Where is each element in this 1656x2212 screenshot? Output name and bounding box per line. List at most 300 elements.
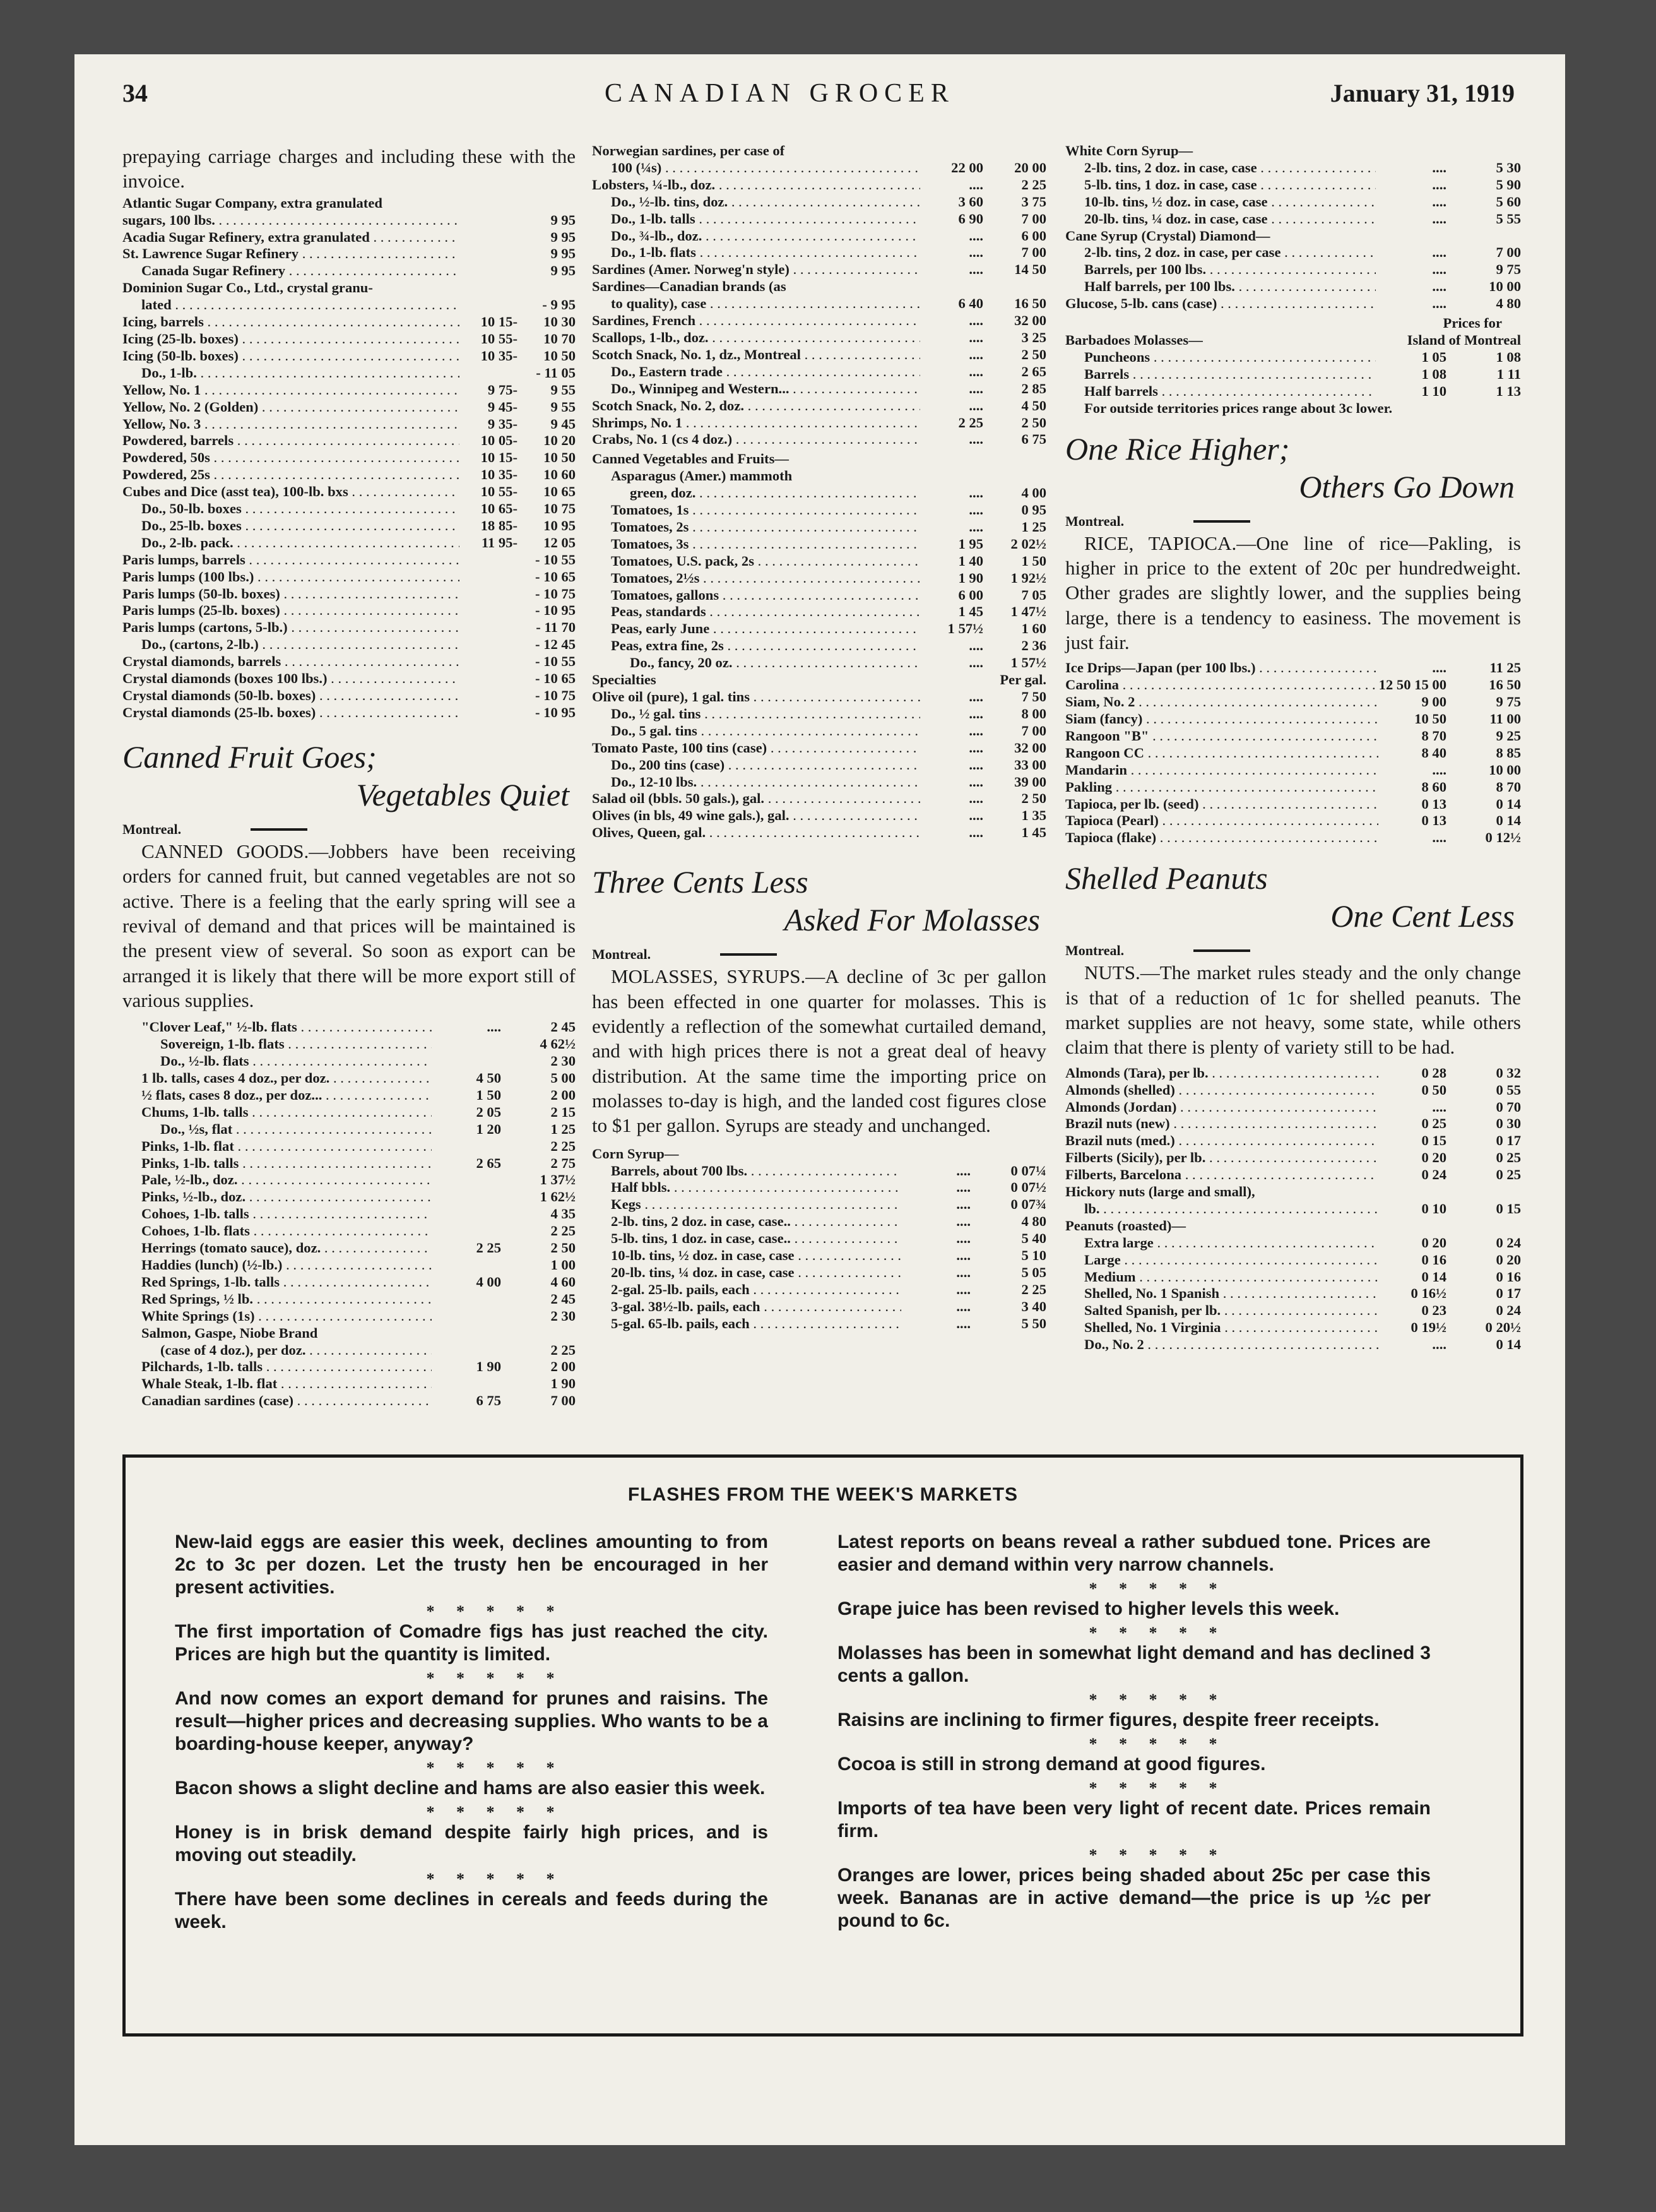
price-row bbox=[611, 1264, 1046, 1281]
item-name: Crabs, No. 1 (cs 4 doz.) . . . bbox=[592, 431, 920, 448]
item-name: Scallops, 1-lb., doz. . . . bbox=[592, 330, 920, 347]
price-row bbox=[1065, 728, 1521, 745]
price-high: 11 00 bbox=[1489, 711, 1521, 727]
price-high: 7 00 bbox=[1021, 722, 1046, 739]
price-high: 4 60 bbox=[550, 1273, 576, 1290]
price-low: 2 05 bbox=[476, 1103, 501, 1120]
price-high: 1 50 bbox=[1021, 552, 1046, 569]
canned-price-list bbox=[122, 1019, 576, 1410]
price-row bbox=[592, 824, 1046, 841]
price-row bbox=[141, 1359, 576, 1376]
item-name: Haddies (lunch) (½-lb.) . . . bbox=[141, 1257, 432, 1274]
item-name: 5-gal. 65-lb. pails, each . . . bbox=[611, 1316, 901, 1333]
item-name: 10-lb. tins, ½ doz. in case, case . . . bbox=[611, 1247, 901, 1264]
price-high: 0 25 bbox=[1496, 1167, 1521, 1183]
price-row bbox=[592, 244, 1046, 261]
price-low bbox=[459, 636, 518, 653]
price-low: 10 55- bbox=[480, 484, 518, 500]
price-high: 0 07¾ bbox=[1010, 1196, 1046, 1213]
price-row bbox=[1065, 1065, 1521, 1082]
price-low: 12 50 15 00 bbox=[1378, 677, 1446, 693]
item-name: Pilchards, 1-lb. talls . . . bbox=[141, 1359, 432, 1376]
price-low bbox=[1378, 1184, 1446, 1201]
dateline-city: Montreal. bbox=[122, 821, 182, 837]
price-high: 5 00 bbox=[550, 1070, 576, 1086]
item-name: Filberts, Barcelona . . . bbox=[1065, 1167, 1378, 1184]
price-low: 1 20 bbox=[476, 1121, 501, 1137]
price-low: 0 24 bbox=[1421, 1167, 1446, 1183]
price-high: 11 25 bbox=[1489, 660, 1521, 676]
price-row bbox=[1065, 1115, 1521, 1133]
price-high: 2 75 bbox=[550, 1155, 576, 1171]
item-name: Brazil nuts (new) . . . bbox=[1065, 1115, 1378, 1133]
item-name: Peanuts (roasted)— bbox=[1065, 1217, 1186, 1234]
dateline-rule bbox=[1193, 949, 1250, 952]
price-low bbox=[432, 1223, 501, 1240]
item-name: Large . . . bbox=[1084, 1252, 1378, 1269]
item-name: Do., ¾-lb., doz. . . . bbox=[611, 228, 920, 245]
item-name: Tapioca (flake) . . . bbox=[1065, 830, 1378, 847]
price-high: 8 70 bbox=[1496, 778, 1521, 795]
specialties-label: Specialties bbox=[592, 672, 656, 688]
item-name: Sardines—Canadian brands (as bbox=[592, 278, 786, 295]
item-name: Peas, standards . . . bbox=[611, 604, 920, 621]
flash-item: Honey is in brisk demand despite fairly high prices, and is moving out steadily. bbox=[175, 1822, 768, 1865]
item-name: Whale Steak, 1-lb. flat . . . bbox=[141, 1376, 432, 1393]
price-row bbox=[1065, 1252, 1521, 1269]
flash-item: Imports of tea have been very light of recent date. Prices remain firm. bbox=[837, 1798, 1431, 1841]
item-name: lb. . . . bbox=[1084, 1201, 1378, 1218]
price-row bbox=[611, 1163, 1046, 1180]
price-row bbox=[611, 536, 1046, 553]
price-low: .... bbox=[969, 380, 983, 396]
star-separator: * * * * * bbox=[1089, 1624, 1217, 1642]
price-row bbox=[592, 757, 1046, 774]
price-low: 10 35- bbox=[480, 467, 518, 483]
price-row bbox=[122, 687, 576, 705]
price-row bbox=[592, 177, 1046, 194]
price-row bbox=[141, 1189, 576, 1206]
price-low: 1 95 bbox=[958, 535, 983, 552]
flash-item: Oranges are lower, prices being shaded about 25c per case this week. Bananas are in active demand—the price is up ½c per pound to 6c. bbox=[837, 1865, 1431, 1931]
price-row bbox=[1065, 1285, 1521, 1302]
price-high: 9 95 bbox=[550, 229, 576, 245]
price-low bbox=[459, 195, 518, 212]
price-row bbox=[122, 348, 576, 365]
price-high: 2 50 bbox=[1021, 346, 1046, 362]
price-low: .... bbox=[956, 1230, 971, 1247]
price-high bbox=[501, 1325, 576, 1342]
price-high: 10 50 bbox=[543, 449, 576, 466]
price-high: 0 07½ bbox=[1010, 1179, 1046, 1196]
price-high: - 11 70 bbox=[536, 619, 576, 636]
price-high bbox=[983, 143, 1046, 160]
price-low: .... bbox=[969, 807, 983, 824]
price-low bbox=[459, 280, 518, 297]
item-name: Barrels, about 700 lbs. . . . bbox=[611, 1163, 901, 1180]
item-name: Do., 25-lb. boxes . . . bbox=[141, 518, 459, 535]
barbadoes-header bbox=[1065, 332, 1521, 349]
item-name: Do., 200 tins (case) . . . bbox=[611, 757, 920, 774]
price-low bbox=[432, 1291, 501, 1308]
price-row bbox=[592, 194, 1046, 211]
item-name: Half barrels, per 100 lbs. . . . bbox=[1084, 278, 1376, 295]
rice-text: RICE, TAPIOCA.—One line of rice—Pakling, is higher in price to the extent of 20c per hundredweight. Other grades are slightly lower, and the supplies being large, there is a tendency to easiness. The movement is just fair. bbox=[1065, 532, 1521, 653]
price-low: 0 20 bbox=[1421, 1234, 1446, 1251]
price-row bbox=[1084, 194, 1521, 211]
price-low: .... bbox=[956, 1179, 971, 1196]
item-name: 10-lb. tins, ½ doz. in case, case . . . bbox=[1084, 194, 1376, 211]
price-row bbox=[122, 569, 576, 586]
price-row bbox=[1065, 1336, 1521, 1353]
fish-price-list bbox=[592, 143, 1046, 448]
price-high: 9 55 bbox=[550, 398, 576, 415]
price-row bbox=[122, 416, 576, 433]
star-separator: * * * * * bbox=[426, 1669, 555, 1687]
price-low: 9 35- bbox=[487, 415, 518, 432]
price-low: .... bbox=[969, 312, 983, 329]
price-low bbox=[459, 586, 518, 603]
price-high: 4 35 bbox=[550, 1206, 576, 1222]
item-name: St. Lawrence Sugar Refinery . . . bbox=[122, 246, 459, 263]
price-row bbox=[141, 1257, 576, 1274]
price-low bbox=[459, 569, 518, 586]
outside-territories-note: For outside territories prices range about 3c lower. bbox=[1084, 400, 1393, 416]
price-low bbox=[459, 670, 518, 687]
price-low: 2 25 bbox=[958, 414, 983, 431]
price-high bbox=[983, 468, 1046, 485]
item-name: Salad oil (bbls. 50 gals.), gal. . . . bbox=[592, 790, 920, 807]
item-name: Tapioca (Pearl) . . . bbox=[1065, 812, 1378, 830]
price-high: 5 05 bbox=[1021, 1264, 1046, 1281]
dateline-nuts bbox=[1065, 942, 1521, 959]
price-high: 0 12½ bbox=[1485, 830, 1521, 846]
price-low: .... bbox=[969, 329, 983, 345]
item-name: Do., 1-lb. talls . . . bbox=[611, 211, 920, 228]
price-high: 2 65 bbox=[1021, 363, 1046, 379]
star-separator: * * * * * bbox=[426, 1759, 555, 1777]
flash-item: Raisins are inclining to firmer figures, despite freer receipts. bbox=[837, 1710, 1380, 1730]
item-name: 100 (¼s) . . . bbox=[611, 160, 920, 177]
item-name: Rangoon CC . . . bbox=[1065, 745, 1378, 762]
price-row bbox=[611, 1299, 1046, 1316]
price-row bbox=[1084, 177, 1521, 194]
price-high: 0 24 bbox=[1496, 1302, 1521, 1319]
item-name: Tomatoes, 1s . . . bbox=[611, 502, 920, 519]
price-low: .... bbox=[1432, 176, 1446, 193]
price-high: 9 45 bbox=[550, 415, 576, 432]
price-high: 1 25 bbox=[1021, 518, 1046, 535]
price-high: 10 95 bbox=[543, 517, 576, 533]
price-high: 1 08 bbox=[1496, 348, 1521, 365]
price-high: 7 00 bbox=[1021, 210, 1046, 227]
price-low: 0 50 bbox=[1421, 1081, 1446, 1098]
price-row bbox=[1065, 1099, 1521, 1116]
price-row bbox=[141, 1393, 576, 1410]
price-low: 1 90 bbox=[958, 569, 983, 586]
item-name: Atlantic Sugar Company, extra granulated bbox=[122, 194, 382, 211]
price-row bbox=[122, 449, 576, 467]
price-row bbox=[122, 602, 576, 619]
price-high: 32 00 bbox=[1014, 739, 1046, 756]
item-name: White Springs (1s) . . . bbox=[141, 1308, 432, 1325]
price-low: 9 75- bbox=[487, 381, 518, 398]
flash-item: Grape juice has been revised to higher levels this week. bbox=[837, 1598, 1340, 1619]
item-name: Almonds (Tara), per lb. . . . bbox=[1065, 1065, 1378, 1082]
price-high: - 10 95 bbox=[535, 602, 576, 619]
price-high: 9 25 bbox=[1496, 727, 1521, 744]
price-high: 1 45 bbox=[1021, 824, 1046, 841]
item-name: 1 lb. talls, cases 4 doz., per doz. . . . bbox=[141, 1070, 432, 1087]
item-name: Salmon, Gaspe, Niobe Brand bbox=[141, 1324, 318, 1341]
item-name: Do., 1-lb. flats . . . bbox=[611, 244, 920, 261]
flash-item: Cocoa is still in strong demand at good figures. bbox=[837, 1754, 1266, 1775]
price-row bbox=[1065, 1167, 1521, 1184]
item-name: 5-lb. tins, 1 doz. in case, case . . . bbox=[1084, 177, 1376, 194]
price-low: 1 40 bbox=[958, 552, 983, 569]
price-high: 0 14 bbox=[1496, 795, 1521, 812]
price-high: 9 95 bbox=[550, 211, 576, 228]
price-high: 2 30 bbox=[550, 1307, 576, 1324]
price-low: 0 16½ bbox=[1411, 1285, 1446, 1302]
item-name: Puncheons . . . bbox=[1084, 349, 1376, 366]
price-low: .... bbox=[969, 824, 983, 841]
price-low: 0 19½ bbox=[1411, 1319, 1446, 1336]
price-row bbox=[1065, 278, 1521, 295]
price-row bbox=[141, 1223, 576, 1240]
item-name: Paris lumps, barrels . . . bbox=[122, 552, 459, 569]
star-separator: * * * * * bbox=[1089, 1691, 1217, 1709]
price-high: 0 24 bbox=[1496, 1234, 1521, 1251]
price-low: .... bbox=[969, 756, 983, 773]
flash-item: The first importation of Comadre figs has just reached the city. Prices are high but the quantity is limited. bbox=[175, 1621, 768, 1665]
price-high bbox=[983, 278, 1046, 295]
price-low bbox=[432, 1308, 501, 1325]
barbadoes-label: Barbadoes Molasses— bbox=[1065, 331, 1203, 348]
sugar-price-list bbox=[122, 195, 576, 722]
price-low bbox=[1378, 1218, 1446, 1235]
price-high: 5 60 bbox=[1496, 193, 1521, 210]
item-name: Almonds (Jordan) . . . bbox=[1065, 1099, 1378, 1116]
price-low: .... bbox=[969, 638, 983, 654]
price-row bbox=[592, 211, 1046, 228]
item-name: Shrimps, No. 1 . . . bbox=[592, 415, 920, 432]
price-row bbox=[122, 670, 576, 687]
nuts-text: NUTS.—The market rules steady and the only change is that of a reduction of 1c for shelled peanuts. The market supplies are not heavy, some state, while others claim that there is plenty of variety still to be had. bbox=[1065, 961, 1521, 1059]
price-row bbox=[1065, 244, 1521, 261]
corn-syrup-heading: Corn Syrup— bbox=[592, 1145, 679, 1162]
rice-heading: One Rice Higher; bbox=[1065, 431, 1290, 467]
price-high bbox=[1446, 1218, 1521, 1235]
item-name: Peas, extra fine, 2s . . . bbox=[611, 638, 920, 655]
price-low: .... bbox=[969, 363, 983, 379]
price-high: 5 10 bbox=[1021, 1247, 1046, 1264]
price-row bbox=[122, 195, 576, 212]
price-row bbox=[611, 1213, 1046, 1230]
item-name: Norwegian sardines, per case of bbox=[592, 143, 785, 158]
price-row bbox=[122, 246, 576, 263]
item-name: Kegs . . . bbox=[611, 1196, 901, 1213]
price-high: 2 30 bbox=[550, 1053, 576, 1069]
item-name: Carolina . . . bbox=[1065, 677, 1378, 694]
price-row bbox=[1065, 1235, 1521, 1252]
price-low: .... bbox=[956, 1315, 971, 1331]
item-name: Tomatoes, gallons . . . bbox=[611, 587, 920, 604]
price-high: - 12 45 bbox=[535, 636, 576, 653]
price-row bbox=[122, 705, 576, 722]
star-separator: * * * * * bbox=[1089, 1846, 1217, 1864]
price-high: 10 00 bbox=[1489, 278, 1521, 295]
price-low: 0 28 bbox=[1421, 1064, 1446, 1081]
price-low: .... bbox=[969, 689, 983, 705]
price-high: 1 37½ bbox=[540, 1172, 576, 1188]
price-high: 1 25 bbox=[550, 1121, 576, 1137]
price-high: 5 90 bbox=[1496, 176, 1521, 193]
price-row bbox=[122, 518, 576, 535]
price-high: 0 20 bbox=[1496, 1251, 1521, 1268]
price-high: 4 50 bbox=[1021, 397, 1046, 413]
price-high: 1 60 bbox=[1021, 621, 1046, 637]
price-low: 0 16 bbox=[1421, 1251, 1446, 1268]
item-name: Cubes and Dice (asst tea), 100-lb. bxs . . . bbox=[122, 484, 459, 501]
item-name: Acadia Sugar Refinery, extra granulated . . . bbox=[122, 229, 459, 246]
item-name: Paris lumps (100 lbs.) . . . bbox=[122, 569, 459, 586]
item-name: Scotch Snack, No. 1, dz., Montreal . . . bbox=[592, 347, 920, 364]
price-row bbox=[141, 1376, 576, 1393]
price-high: 0 17 bbox=[1496, 1285, 1521, 1302]
price-row bbox=[141, 1121, 576, 1138]
price-low: .... bbox=[969, 397, 983, 413]
price-low: 0 13 bbox=[1421, 795, 1446, 812]
star-separator: * * * * * bbox=[426, 1870, 555, 1888]
item-name: Icing (50-lb. boxes) . . . bbox=[122, 348, 459, 365]
peanuts-heading: Shelled Peanuts bbox=[1065, 860, 1268, 896]
price-high: 1 90 bbox=[550, 1376, 576, 1392]
corn-syrup-price-list bbox=[592, 1163, 1046, 1333]
price-high: 9 75 bbox=[1496, 261, 1521, 278]
item-name: Paris lumps (cartons, 5-lb.) . . . bbox=[122, 619, 459, 636]
dateline-city: Montreal. bbox=[1065, 513, 1125, 529]
price-row bbox=[141, 1325, 576, 1342]
price-high: 0 32 bbox=[1496, 1064, 1521, 1081]
price-row bbox=[611, 655, 1046, 672]
price-low bbox=[432, 1342, 501, 1359]
price-high: 10 20 bbox=[543, 432, 576, 449]
column-right bbox=[1065, 143, 1521, 1353]
canned-fruit-heading: Canned Fruit Goes; bbox=[122, 739, 377, 775]
item-name: 2-lb. tins, 2 doz. in case, per case . . . bbox=[1084, 244, 1376, 261]
price-row bbox=[122, 229, 576, 246]
price-low: .... bbox=[1432, 660, 1446, 676]
item-name: Powdered, barrels . . . bbox=[122, 432, 459, 449]
cane-syrup-price-list bbox=[1065, 244, 1521, 312]
item-name: Yellow, No. 1 . . . bbox=[122, 382, 459, 399]
price-high: 8 00 bbox=[1021, 705, 1046, 722]
price-high: 0 14 bbox=[1496, 812, 1521, 829]
price-high: 0 30 bbox=[1496, 1115, 1521, 1132]
item-name: Tapioca, per lb. (seed) . . . bbox=[1065, 796, 1378, 813]
price-low: 8 70 bbox=[1421, 727, 1446, 744]
price-low: 0 15 bbox=[1421, 1133, 1446, 1149]
item-name: Canadian sardines (case) . . . bbox=[141, 1393, 432, 1410]
price-low bbox=[432, 1206, 501, 1223]
price-row bbox=[1065, 1218, 1521, 1235]
item-name: Do., (cartons, 2-lb.) . . . bbox=[141, 636, 459, 653]
price-low: 0 10 bbox=[1421, 1200, 1446, 1216]
item-name: 2-gal. 25-lb. pails, each . . . bbox=[611, 1281, 901, 1299]
flash-item: And now comes an export demand for prunes and raisins. The result—higher prices and decreasing supplies. Who wants to be a boarding-house keeper, anyway? bbox=[175, 1688, 768, 1754]
price-low: .... bbox=[956, 1281, 971, 1297]
item-name: Do., Winnipeg and Western... . . . bbox=[611, 381, 920, 398]
price-low: 8 40 bbox=[1421, 744, 1446, 761]
item-name: Filberts (Sicily), per lb. . . . bbox=[1065, 1150, 1378, 1167]
price-low: 4 00 bbox=[476, 1273, 501, 1290]
prices-for-label: Prices for bbox=[1443, 315, 1502, 331]
price-row bbox=[141, 1291, 576, 1308]
price-row bbox=[1065, 762, 1521, 779]
item-name: Do., ½-lb. tins, doz. . . . bbox=[611, 194, 920, 211]
flash-item: Bacon shows a slight decline and hams are also easier this week. bbox=[175, 1778, 766, 1799]
dateline-city: Montreal. bbox=[592, 946, 651, 963]
price-low: .... bbox=[969, 346, 983, 362]
molasses-heading: Three Cents Less bbox=[592, 864, 808, 900]
price-row bbox=[1065, 677, 1521, 694]
price-row bbox=[141, 1019, 576, 1036]
price-high: 3 40 bbox=[1021, 1298, 1046, 1314]
item-name: Tomatoes, 3s . . . bbox=[611, 536, 920, 553]
price-high: 2 50 bbox=[550, 1240, 576, 1256]
price-high: - 10 65 bbox=[535, 568, 576, 585]
item-name: Scotch Snack, No. 2, doz. . . . bbox=[592, 398, 920, 415]
item-name: Glucose, 5-lb. cans (case) . . . bbox=[1065, 295, 1376, 312]
item-name: Half barrels . . . bbox=[1084, 383, 1376, 400]
item-name: 3-gal. 38½-lb. pails, each . . . bbox=[611, 1299, 901, 1316]
price-low: 10 35- bbox=[480, 347, 518, 364]
price-row bbox=[141, 1172, 576, 1189]
per-gal-label: Per gal. bbox=[1000, 672, 1046, 688]
price-row bbox=[592, 295, 1046, 312]
price-row bbox=[141, 1274, 576, 1291]
item-name: Siam (fancy) . . . bbox=[1065, 711, 1378, 728]
star-separator: * * * * * bbox=[1089, 1579, 1217, 1598]
price-high: 0 16 bbox=[1496, 1268, 1521, 1285]
price-high: 12 05 bbox=[543, 534, 576, 550]
price-low bbox=[459, 687, 518, 705]
price-low: .... bbox=[969, 176, 983, 193]
dateline-molasses bbox=[592, 946, 1046, 963]
price-low: 1 50 bbox=[476, 1086, 501, 1103]
item-name: Do., 12-10 lbs. . . . bbox=[611, 774, 920, 791]
price-row bbox=[122, 501, 576, 518]
price-row bbox=[592, 398, 1046, 415]
item-name: Extra large . . . bbox=[1084, 1235, 1378, 1252]
price-low: .... bbox=[956, 1213, 971, 1230]
item-name: Do., ½-lb. flats . . . bbox=[160, 1053, 432, 1070]
price-high: 32 00 bbox=[1014, 312, 1046, 329]
price-low bbox=[432, 1053, 501, 1070]
item-name: sugars, 100 lbs. . . . bbox=[122, 212, 459, 229]
price-high: 2 15 bbox=[550, 1103, 576, 1120]
price-low: 4 50 bbox=[476, 1070, 501, 1086]
price-low: .... bbox=[956, 1298, 971, 1314]
item-name: 20-lb. tins, ¼ doz. in case, case . . . bbox=[611, 1264, 901, 1281]
price-low: .... bbox=[956, 1162, 971, 1179]
price-low bbox=[432, 1036, 501, 1053]
item-name: Barrels . . . bbox=[1084, 366, 1376, 383]
price-high: 4 00 bbox=[1021, 485, 1046, 501]
price-high: - 10 55 bbox=[535, 551, 576, 568]
dateline-rice bbox=[1065, 513, 1521, 530]
